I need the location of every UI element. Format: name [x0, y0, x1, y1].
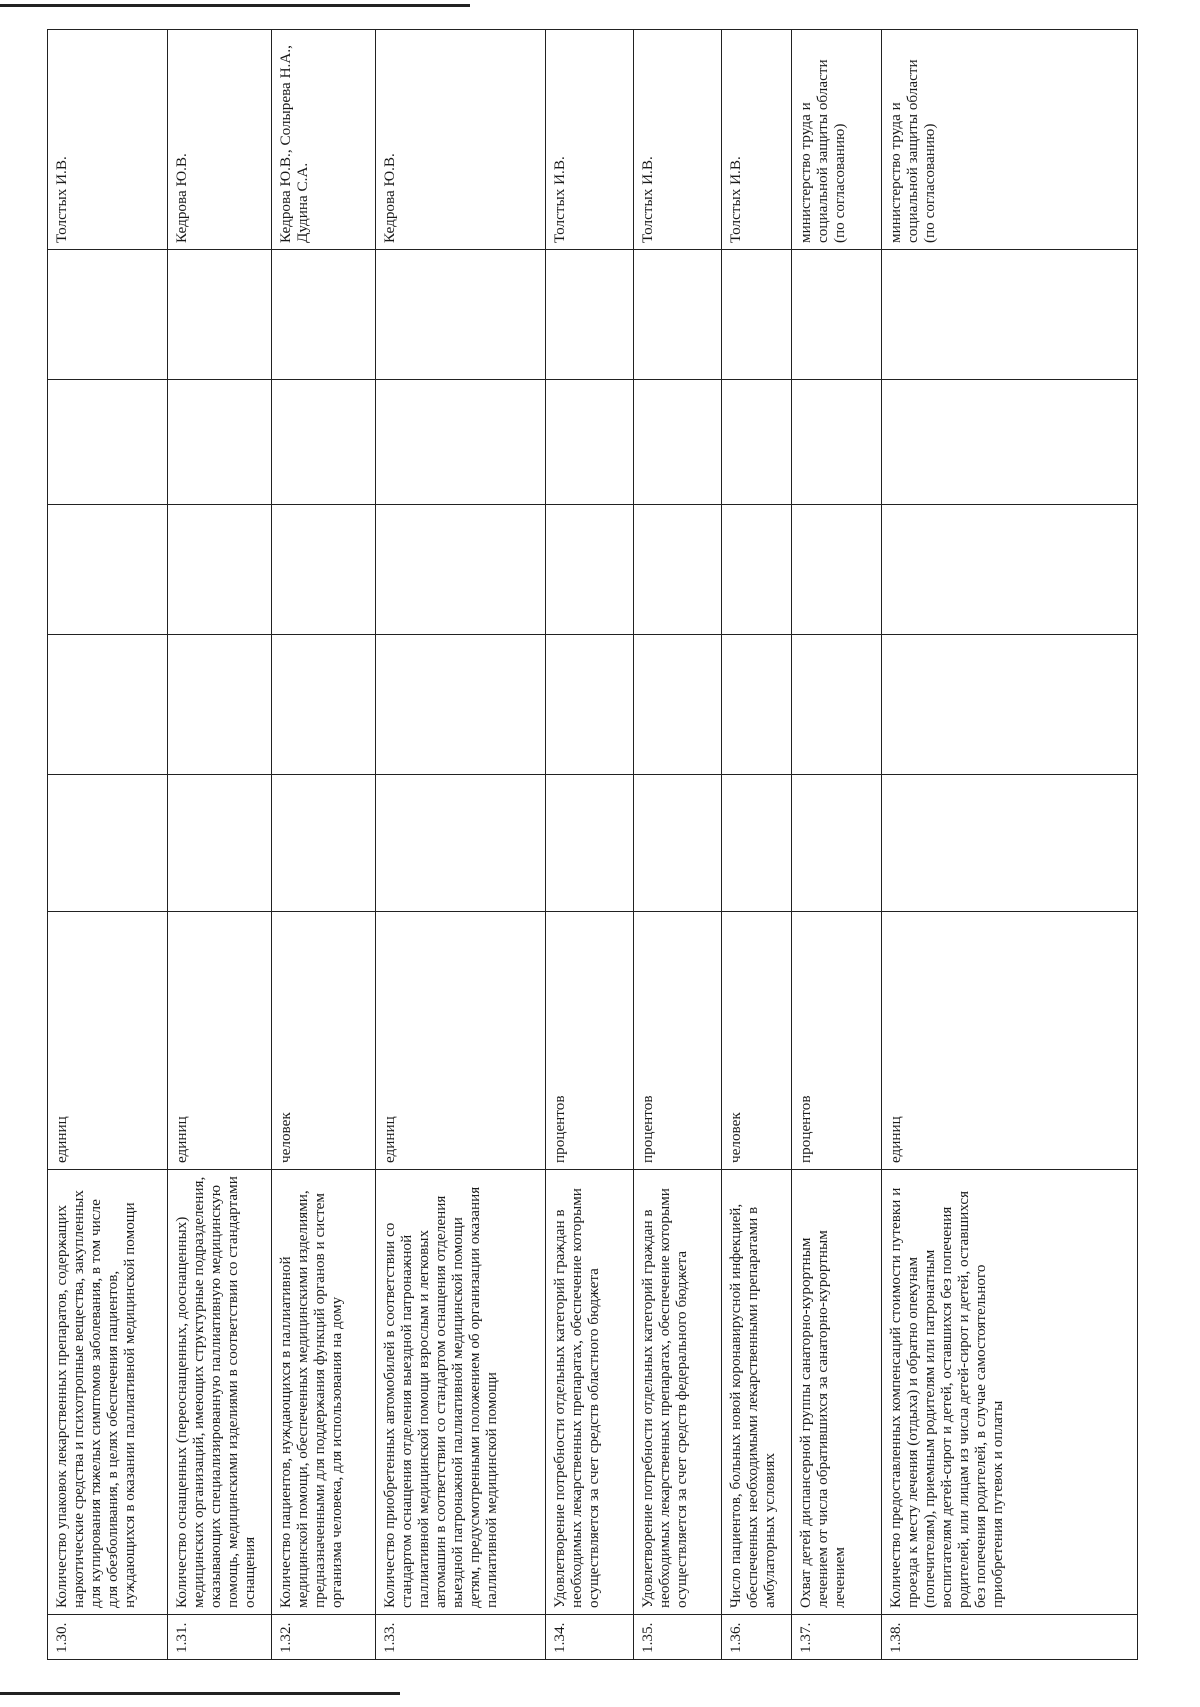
table-row: [634, 30, 722, 1660]
value-cell: [168, 635, 272, 775]
value-cell: [272, 635, 376, 775]
table-row: [792, 30, 882, 1660]
value-cell: [546, 380, 634, 505]
value-cell: [376, 635, 546, 775]
value-cell: [722, 505, 792, 635]
value-cell: [376, 250, 546, 380]
indicator-description: Количество оснащенных (переоснащенных, дооснащенных) медицинских организаций, имеющих структурные подразделения, оказывающих специализированную паллиативную медицинскую помощь, медицинскими изделиями в соответствии со стандартами оснащения: [168, 1170, 272, 1615]
row-number: 1.37.: [792, 1615, 882, 1660]
unit-of-measure: процентов: [792, 912, 882, 1170]
table-row: [546, 30, 634, 1660]
value-cell: [48, 635, 168, 775]
responsible-person: министерство труда и социальной защиты области (по согласованию): [882, 30, 1138, 250]
unit-of-measure: единиц: [168, 912, 272, 1170]
row-number: 1.35.: [634, 1615, 722, 1660]
responsible-person: Кедрова Ю.В.: [376, 30, 546, 250]
unit-of-measure: процентов: [634, 912, 722, 1170]
value-cell: [376, 380, 546, 505]
value-cell: [48, 380, 168, 505]
unit-of-measure: единиц: [882, 912, 1138, 1170]
value-cell: [48, 505, 168, 635]
row-number: 1.38.: [882, 1615, 1138, 1660]
indicator-description: Число пациентов, больных новой коронавирусной инфекцией, обеспеченных необходимыми лекарственными препаратами в амбулаторных условиях: [722, 1170, 792, 1615]
indicator-description: Количество приобретенных автомобилей в соответствии со стандартом оснащения отделения выездной патронажной паллиативной медицинской помощи взрослым и легковых автомашин в соответствии со стандартом оснащения отделения выездной патронажной паллиативной медицинской помощи детям, предусмотренными положением об организации оказания паллиативной медицинской помощи: [376, 1170, 546, 1615]
value-cell: [376, 775, 546, 912]
value-cell: [546, 250, 634, 380]
indicator-description: Охват детей диспансерной группы санаторно-курортным лечением от числа обратившихся за санаторно-курортным лечением: [792, 1170, 882, 1615]
value-cell: [882, 380, 1138, 505]
row-number: 1.31.: [168, 1615, 272, 1660]
indicator-description: Количество упаковок лекарственных препаратов, содержащих наркотические средства и психотропные вещества, закупленных для купирования тяжелых симптомов заболевания, в том числе для обезболивания, в целях обеспечения пациентов, нуждающихся в оказании паллиативной медицинской помощи: [48, 1170, 168, 1615]
unit-of-measure: человек: [272, 912, 376, 1170]
responsible-person: Толстых И.В.: [634, 30, 722, 250]
value-cell: [272, 505, 376, 635]
value-cell: [168, 380, 272, 505]
responsible-person: министерство труда и социальной защиты области (по согласованию): [792, 30, 882, 250]
value-cell: [792, 250, 882, 380]
table-row: [48, 30, 168, 1660]
responsible-person: Кедрова Ю.В., Солырева Н.А., Дудина С.А.: [272, 30, 376, 250]
indicator-description: Удовлетворение потребности отдельных категорий граждан в необходимых лекарственных препаратах, обеспечение которыми осуществляется за счет средств областного бюджета: [546, 1170, 634, 1615]
value-cell: [546, 505, 634, 635]
table-row: [168, 30, 272, 1660]
value-cell: [634, 505, 722, 635]
value-cell: [546, 775, 634, 912]
value-cell: [882, 250, 1138, 380]
value-cell: [792, 775, 882, 912]
responsible-person: Кедрова Ю.В.: [168, 30, 272, 250]
indicator-description: Количество предоставленных компенсаций стоимости путевки и проезда к месту лечения (отдыха) и обратно опекунам (попечителям), приемным родителям или патронатным воспитателям детей-сирот и детей, оставшихся без попечения родителей, или лицам из числа детей-сирот и детей, оставшихся без попечения родителей, в случае самостоятельного приобретения путевок и оплаты: [882, 1170, 1138, 1615]
value-cell: [546, 635, 634, 775]
row-number: 1.36.: [722, 1615, 792, 1660]
value-cell: [722, 775, 792, 912]
table-row: [722, 30, 792, 1660]
value-cell: [272, 250, 376, 380]
row-number: 1.33.: [376, 1615, 546, 1660]
value-cell: [792, 505, 882, 635]
unit-of-measure: единиц: [376, 912, 546, 1170]
value-cell: [882, 775, 1138, 912]
value-cell: [634, 635, 722, 775]
indicator-description: Удовлетворение потребности отдельных категорий граждан в необходимых лекарственных препаратах, обеспечение которыми осуществляется за счет средств федерального бюджета: [634, 1170, 722, 1615]
value-cell: [376, 505, 546, 635]
value-cell: [722, 635, 792, 775]
value-cell: [634, 380, 722, 505]
indicator-description: Количество пациентов, нуждающихся в паллиативной медицинской помощи, обеспеченных медицинскими изделиями, предназначенными для поддержания функций органов и систем организма человека, для использования на дому: [272, 1170, 376, 1615]
indicators-table: [47, 29, 1138, 1660]
value-cell: [722, 380, 792, 505]
value-cell: [792, 635, 882, 775]
value-cell: [48, 775, 168, 912]
value-cell: [792, 380, 882, 505]
value-cell: [722, 250, 792, 380]
table-row: [376, 30, 546, 1660]
value-cell: [272, 380, 376, 505]
responsible-person: Толстых И.В.: [546, 30, 634, 250]
value-cell: [168, 505, 272, 635]
rotated-table-wrapper: [47, 30, 1137, 1660]
value-cell: [634, 250, 722, 380]
row-number: 1.32.: [272, 1615, 376, 1660]
unit-of-measure: единиц: [48, 912, 168, 1170]
value-cell: [168, 250, 272, 380]
value-cell: [168, 775, 272, 912]
row-number: 1.30.: [48, 1615, 168, 1660]
responsible-person: Толстых И.В.: [722, 30, 792, 250]
unit-of-measure: процентов: [546, 912, 634, 1170]
row-number: 1.34.: [546, 1615, 634, 1660]
value-cell: [634, 775, 722, 912]
value-cell: [272, 775, 376, 912]
top-edge-rule: [0, 4, 470, 7]
table-row: [272, 30, 376, 1660]
value-cell: [882, 635, 1138, 775]
responsible-person: Толстых И.В.: [48, 30, 168, 250]
value-cell: [882, 505, 1138, 635]
bottom-edge-rule: [0, 1692, 400, 1695]
value-cell: [48, 250, 168, 380]
table-row: [882, 30, 1138, 1660]
unit-of-measure: человек: [722, 912, 792, 1170]
